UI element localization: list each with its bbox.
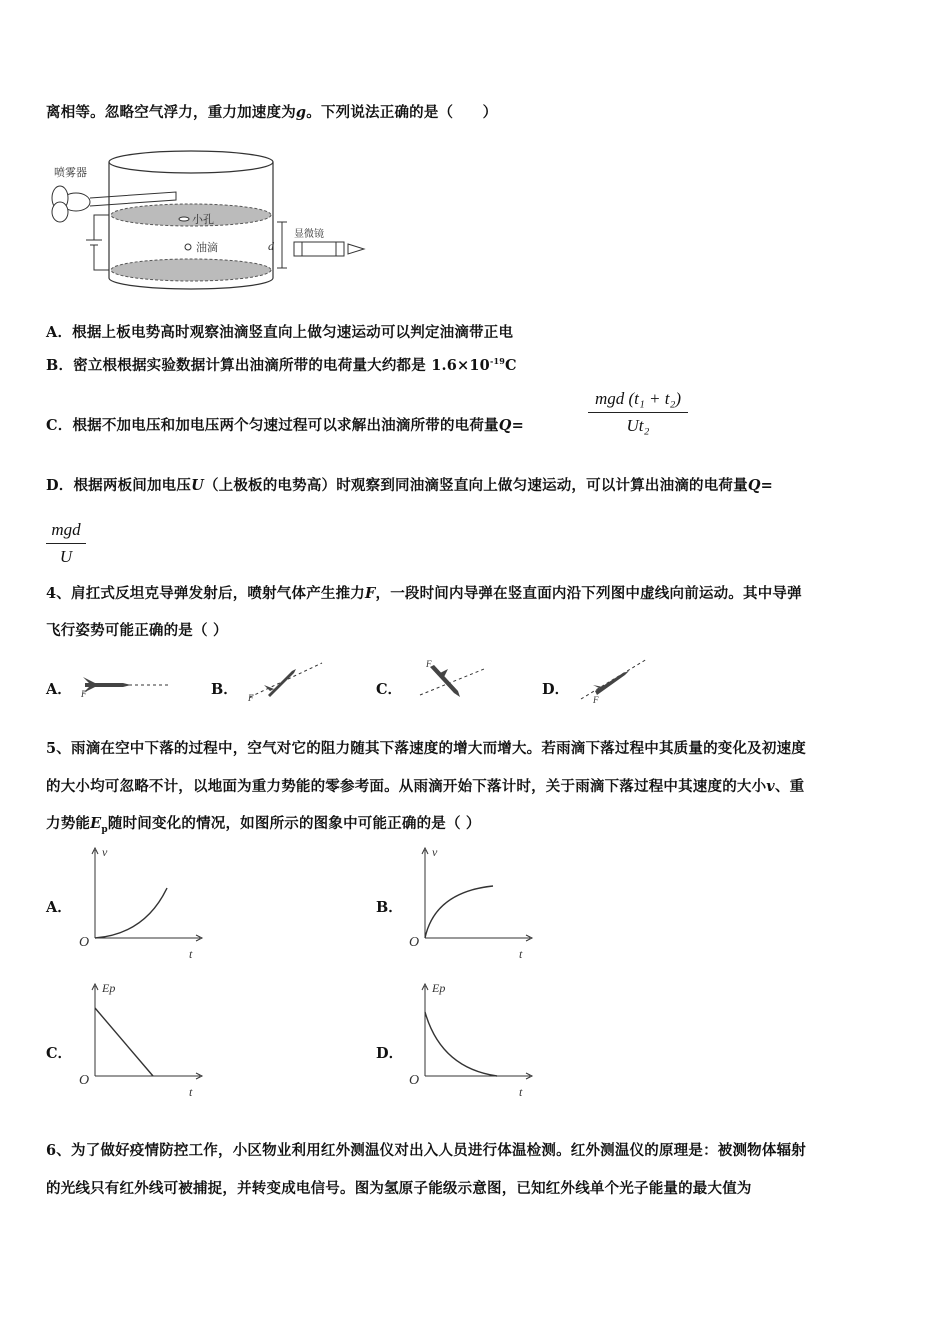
q3-option-a: A．根据上板电势高时观察油滴竖直向上做匀速运动可以判定油滴带正电 [46, 324, 514, 341]
q4-option-a-label: A． [46, 681, 72, 698]
q5-stem-line2: 的大小均可忽略不计，以地面为重力势能的零参考面。从雨滴开始下落计时，关于雨滴下落过程中其速度的大小v、重 [46, 778, 805, 795]
svg-text:F: F [593, 695, 599, 705]
q6-stem-line1: 6、为了做好疫情防控工作，小区物业利用红外测温仪对出入人员进行体温检测。红外测温仪的原理是：被测物体辐射 [46, 1142, 806, 1159]
svg-text:Ep: Ep [432, 981, 446, 995]
q5-option-c-label: C． [46, 1045, 73, 1062]
svg-text:t: t [189, 947, 193, 961]
q4-option-c-label: C． [376, 681, 403, 698]
svg-text:F: F [81, 689, 87, 699]
q4-stem-line2: 飞行姿势可能正确的是（ ） [46, 622, 228, 639]
formula-numerator: mgd (t₁ + t₂) [594, 389, 682, 408]
formula-denominator: U [59, 547, 73, 566]
q6-stem-line2: 的光线只有红外线可被捕捉，并转变成电信号。图为氢原子能级示意图，已知红外线单个光子能量的最大值为 [46, 1180, 752, 1197]
svg-text:O: O [409, 1073, 420, 1088]
svg-text:t: t [519, 1085, 523, 1099]
droplet-label: 油滴 [196, 241, 218, 254]
millikan-apparatus-figure [46, 140, 376, 300]
formula-denominator: Ut₂ [626, 416, 650, 435]
q4-option-b-label: B． [211, 681, 238, 698]
svg-text:Ep: Ep [102, 981, 116, 995]
hole-label: 小孔 [192, 213, 214, 226]
svg-text:O: O [79, 935, 90, 950]
q4-option-d-label: D． [542, 681, 570, 698]
q4-stem-line1: 4、肩扛式反坦克导弹发射后，喷射气体产生推力F，一段时间内导弹在竖直面内沿下列图中虚线向前运动。其中导弹 [46, 585, 802, 602]
q5-option-d-label: D． [376, 1045, 404, 1062]
svg-text:v: v [102, 845, 108, 859]
svg-text:O: O [79, 1073, 90, 1088]
formula-numerator: mgd [51, 520, 81, 539]
q3-option-d: D．根据两板间加电压U（上极板的电势高）时观察到同油滴竖直向上做匀速运动，可以计算出油滴的电荷量Q= [46, 477, 774, 494]
graph-b-velocity-concave [405, 842, 535, 962]
missile-diagram-d [575, 655, 655, 705]
distance-label: d [268, 239, 274, 253]
graph-d-potential-curve [405, 978, 535, 1098]
svg-text:F: F [248, 693, 254, 703]
graph-a-velocity-convex [75, 842, 205, 962]
svg-text:v: v [432, 845, 438, 859]
graph-c-potential-linear [75, 978, 205, 1098]
q5-stem-line1: 5、雨滴在空中下落的过程中，空气对它的阻力随其下落速度的增大而增大。若雨滴下落过程中其质量的变化及初速度 [46, 740, 806, 757]
q3-option-d-formula [46, 520, 86, 567]
sprayer-label: 喷雾器 [54, 166, 87, 179]
missile-diagram-b [240, 655, 330, 705]
microscope-label: 显微镜 [294, 229, 324, 240]
q3-option-c: C．根据不加电压和加电压两个匀速过程可以求解出油滴所带的电荷量Q= [46, 417, 524, 434]
q5-stem-line3: 力势能$E_p$随时间变化的情况，如图所示的图象中可能正确的是（ ） [46, 815, 481, 835]
q5-option-a-label: A． [46, 899, 72, 916]
svg-text:t: t [189, 1085, 193, 1099]
q5-option-b-label: B． [376, 899, 403, 916]
missile-diagram-a [75, 665, 175, 705]
q3-option-c-formula [588, 389, 688, 436]
missile-diagram-c [410, 655, 490, 705]
svg-text:t: t [519, 947, 523, 961]
q3-stem: 离相等。忽略空气浮力，重力加速度为g。下列说法正确的是（ ） [46, 104, 498, 121]
q3-option-b: B．密立根根据实验数据计算出油滴所带的电荷量大约都是 $1.6\times 10^{-19}C$ [46, 356, 517, 374]
svg-text:F: F [426, 659, 432, 669]
svg-text:O: O [409, 935, 420, 950]
